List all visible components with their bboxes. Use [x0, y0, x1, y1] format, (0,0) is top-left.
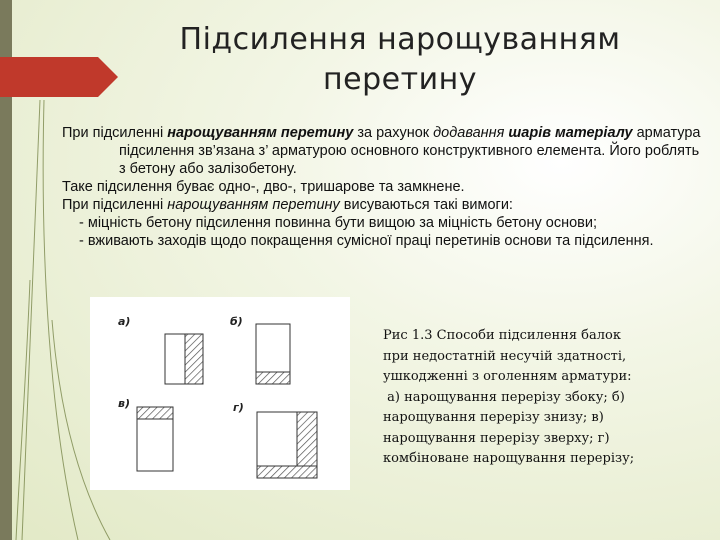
term-section-buildup: нарощуванням перетину: [167, 125, 354, 141]
term-section-buildup-2: нарощуванням перетину: [167, 197, 340, 213]
paragraph-1-text: за рахунок: [353, 125, 434, 141]
term-material-layers: шарів матеріалу: [508, 125, 633, 141]
caption-line-5: нарощування перерізу знизу; в): [383, 410, 604, 425]
caption-line-4: а) нарощування перерізу збоку; б): [383, 389, 625, 405]
section-b: [256, 324, 290, 384]
title-line-1: Підсилення нарощуванням: [179, 22, 621, 57]
requirement-1: - міцність бетону підсилення повинна бути вищою за міцність бетону основи;: [79, 215, 597, 231]
title-line-2: перетину: [323, 62, 477, 97]
requirement-2: - вживають заходів щодо покращення сумісної праці перетинів основи та підсилення.: [79, 233, 654, 249]
label-g: г): [233, 401, 244, 414]
term-adding: додавання: [433, 125, 505, 141]
caption-line-6: нарощування перерізу зверху; г): [383, 430, 610, 446]
paragraph-3: [62, 196, 702, 214]
paragraph-3-text: висуваються такі вимоги:: [339, 197, 513, 213]
label-b: б): [230, 315, 243, 328]
caption-line-2: при недостатній несучій здатності,: [383, 348, 627, 364]
paragraph-2: Таке підсилення буває одно-, дво-, тришарове та замкнене.: [62, 179, 465, 195]
label-v: в): [118, 397, 130, 410]
paragraph-1-text: арматура підсилення зв’язана з’ арматурою основного конструктивного елемента. Його роблять з бетону або залізобетону.: [119, 125, 701, 177]
figure-caption: [383, 326, 693, 470]
beam-sections-diagram: [90, 297, 350, 490]
figure-panel: [90, 297, 350, 490]
paragraph-3-text: При підсиленні: [62, 197, 168, 213]
paragraph-1: [62, 124, 702, 178]
section-g: [257, 412, 317, 478]
slide-title: [100, 20, 700, 100]
caption-line-3: ушкодженні з оголенням арматури:: [383, 369, 632, 384]
paragraph-1-text: При підсиленні: [62, 125, 168, 141]
section-a: [165, 334, 203, 384]
caption-line-7: комбіноване нарощування перерізу;: [383, 451, 635, 466]
section-v: [137, 407, 173, 471]
body-text: [62, 124, 702, 250]
label-a: а): [118, 315, 131, 328]
caption-line-1: Рис 1.3 Способи підсилення балок: [383, 328, 621, 343]
